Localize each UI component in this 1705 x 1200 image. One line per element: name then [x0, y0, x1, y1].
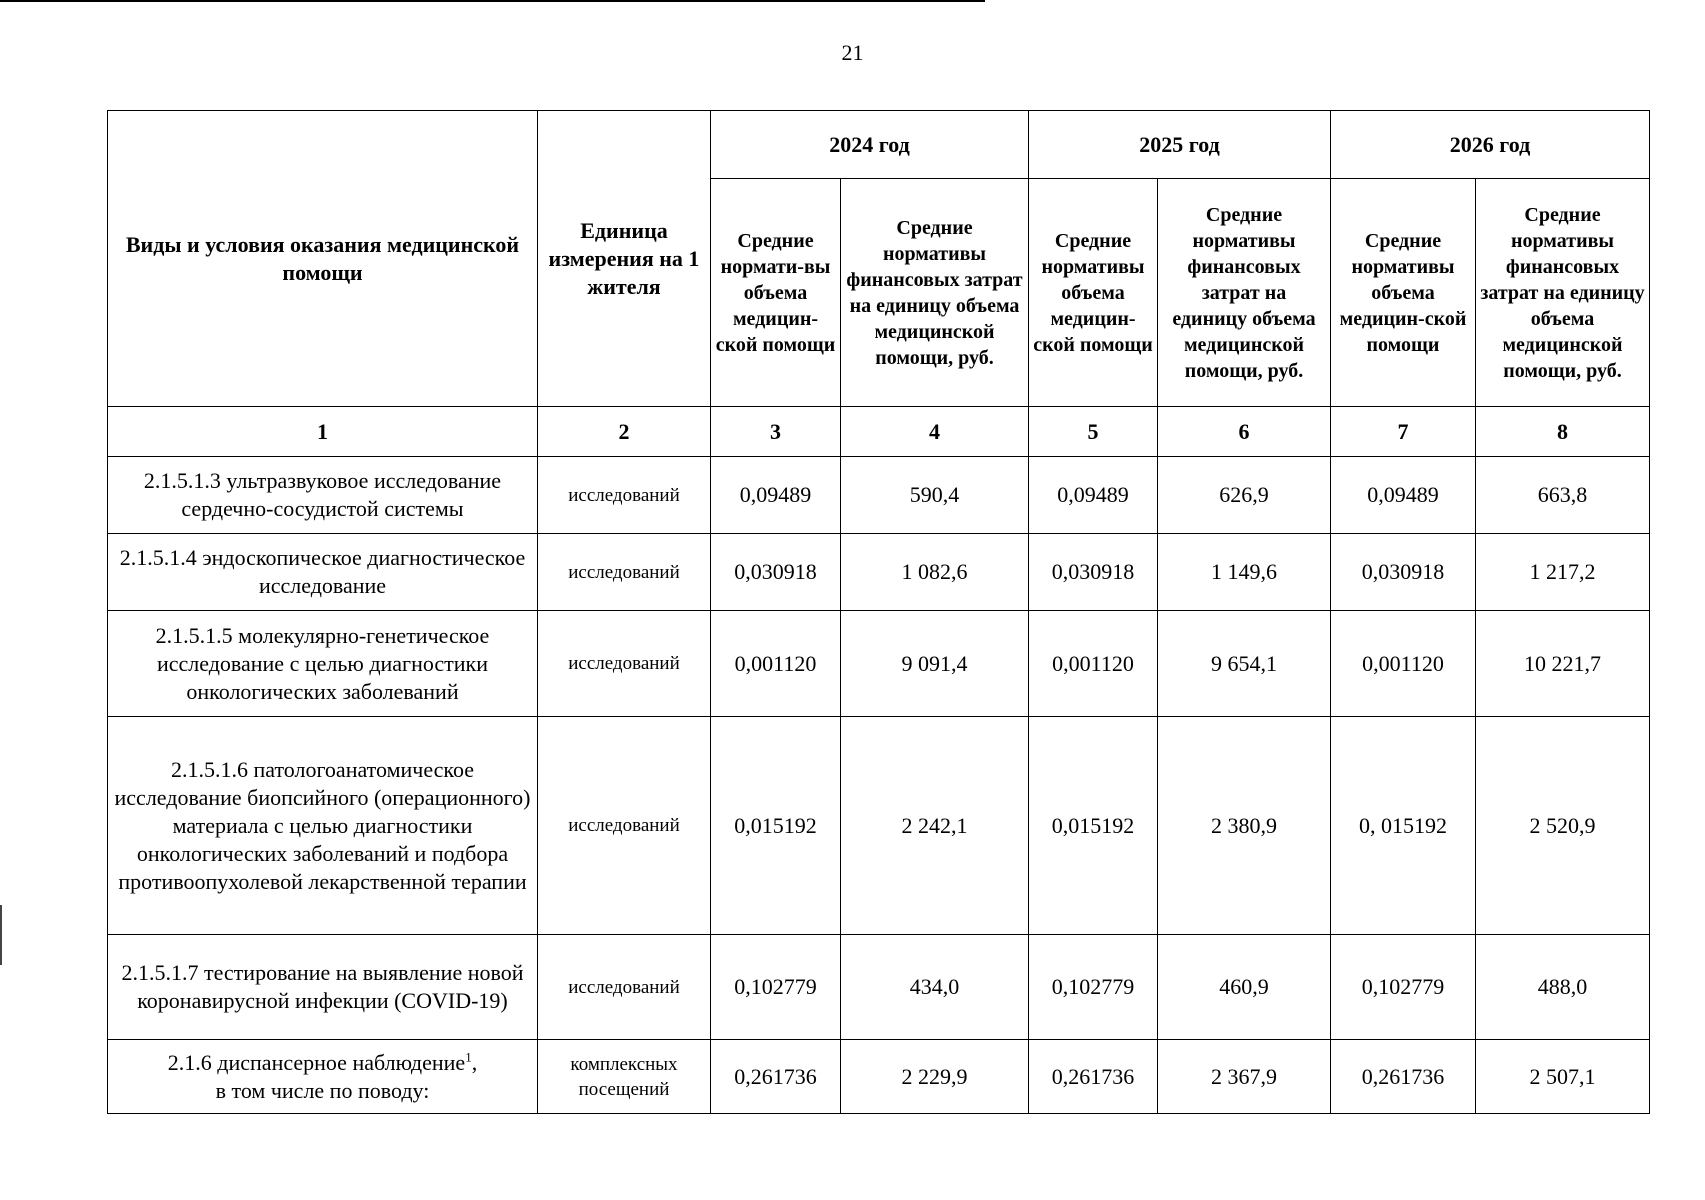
row-description: 2.1.5.1.4 эндоскопическое диагностическое исследование [108, 534, 538, 611]
volume-2026: 0,001120 [1331, 611, 1476, 717]
volume-2024: 0,102779 [711, 935, 841, 1040]
column-number: 7 [1331, 407, 1476, 457]
volume-2026: 0,102779 [1331, 935, 1476, 1040]
header-row-numbers [108, 407, 1650, 457]
cost-2026: 663,8 [1476, 457, 1650, 534]
volume-2025: 0,09489 [1029, 457, 1158, 534]
header-cost-2025: Средние нормативы финансовых затрат на единицу объема медицинской помощи, руб. [1158, 179, 1331, 407]
row-description-line2: в том числе по поводу: [215, 1077, 430, 1103]
table-row [108, 935, 1650, 1040]
row-description: 2.1.5.1.5 молекулярно-генетическое исследование с целью диагностики онкологических заболеваний [108, 611, 538, 717]
cost-2024: 2 229,9 [841, 1040, 1029, 1114]
column-number: 8 [1476, 407, 1650, 457]
header-volume-2026: Средние нормативы объема медицин-ской помощи [1331, 179, 1476, 407]
header-year-2025: 2025 год [1029, 111, 1331, 179]
table-row [108, 611, 1650, 717]
header-year-2024: 2024 год [711, 111, 1029, 179]
column-number: 4 [841, 407, 1029, 457]
scan-edge-mark [0, 905, 2, 965]
column-number: 6 [1158, 407, 1331, 457]
cost-2024: 434,0 [841, 935, 1029, 1040]
column-number: 5 [1029, 407, 1158, 457]
cost-2025: 9 654,1 [1158, 611, 1331, 717]
header-year-2026: 2026 год [1331, 111, 1650, 179]
header-volume-2025: Средние нормативы объема медицин-ской помощи [1029, 179, 1158, 407]
cost-2025: 460,9 [1158, 935, 1331, 1040]
row-description: 2.1.5.1.3 ультразвуковое исследование сердечно-сосудистой системы [108, 457, 538, 534]
row-description-comma: , [471, 1049, 478, 1075]
row-unit: комплексных посещений [538, 1040, 711, 1114]
table-row [108, 717, 1650, 935]
volume-2026: 0,261736 [1331, 1040, 1476, 1114]
volume-2026: 0,09489 [1331, 457, 1476, 534]
table-row [108, 1040, 1650, 1114]
cost-2026: 10 221,7 [1476, 611, 1650, 717]
header-cost-2024: Средние нормативы финансовых затрат на единицу объема медицинской помощи, руб. [841, 179, 1029, 407]
header-row-years [108, 111, 1650, 179]
header-volume-2024: Средние нормати-вы объема медицин-ской помощи [711, 179, 841, 407]
row-description: 2.1.5.1.7 тестирование на выявление новой коронавирусной инфекции (COVID-19) [108, 935, 538, 1040]
cost-2024: 1 082,6 [841, 534, 1029, 611]
cost-2024: 590,4 [841, 457, 1029, 534]
column-number: 3 [711, 407, 841, 457]
cost-2026: 2 507,1 [1476, 1040, 1650, 1114]
cost-2026: 2 520,9 [1476, 717, 1650, 935]
volume-2025: 0,015192 [1029, 717, 1158, 935]
cost-2026: 1 217,2 [1476, 534, 1650, 611]
table-row [108, 457, 1650, 534]
footnote-marker: 1 [465, 1049, 472, 1065]
cost-2024: 9 091,4 [841, 611, 1029, 717]
cost-2025: 1 149,6 [1158, 534, 1331, 611]
row-unit: исследований [538, 935, 711, 1040]
norms-table [107, 110, 1650, 1114]
volume-2024: 0,261736 [711, 1040, 841, 1114]
volume-2025: 0,102779 [1029, 935, 1158, 1040]
volume-2025: 0,261736 [1029, 1040, 1158, 1114]
volume-2024: 0,09489 [711, 457, 841, 534]
volume-2026: 0,030918 [1331, 534, 1476, 611]
header-unit: Единица измерения на 1 жителя [538, 111, 711, 407]
header-type-conditions: Виды и условия оказания медицинской помощи [108, 111, 538, 407]
page-number: 21 [841, 40, 864, 65]
cost-2024: 2 242,1 [841, 717, 1029, 935]
row-description-line1: 2.1.6 диспансерное наблюдение [167, 1049, 466, 1075]
cost-2025: 2 380,9 [1158, 717, 1331, 935]
row-description: 2.1.5.1.6 патологоанатомическое исследование биопсийного (операционного) материала с целью диагностики онкологических заболеваний и подбора противоопухолевой лекарственной терапии [108, 717, 538, 935]
table-row [108, 534, 1650, 611]
volume-2026: 0, 015192 [1331, 717, 1476, 935]
column-number: 1 [108, 407, 538, 457]
volume-2024: 0,030918 [711, 534, 841, 611]
volume-2025: 0,001120 [1029, 611, 1158, 717]
cost-2025: 626,9 [1158, 457, 1331, 534]
row-unit: исследований [538, 717, 711, 935]
volume-2024: 0,015192 [711, 717, 841, 935]
cost-2026: 488,0 [1476, 935, 1650, 1040]
cost-2025: 2 367,9 [1158, 1040, 1331, 1114]
volume-2025: 0,030918 [1029, 534, 1158, 611]
row-description [108, 1040, 538, 1114]
volume-2024: 0,001120 [711, 611, 841, 717]
header-cost-2026: Средние нормативы финансовых затрат на единицу объема медицинской помощи, руб. [1476, 179, 1650, 407]
top-rule [0, 0, 985, 2]
column-number: 2 [538, 407, 711, 457]
row-unit: исследований [538, 534, 711, 611]
row-unit: исследований [538, 611, 711, 717]
row-unit: исследований [538, 457, 711, 534]
